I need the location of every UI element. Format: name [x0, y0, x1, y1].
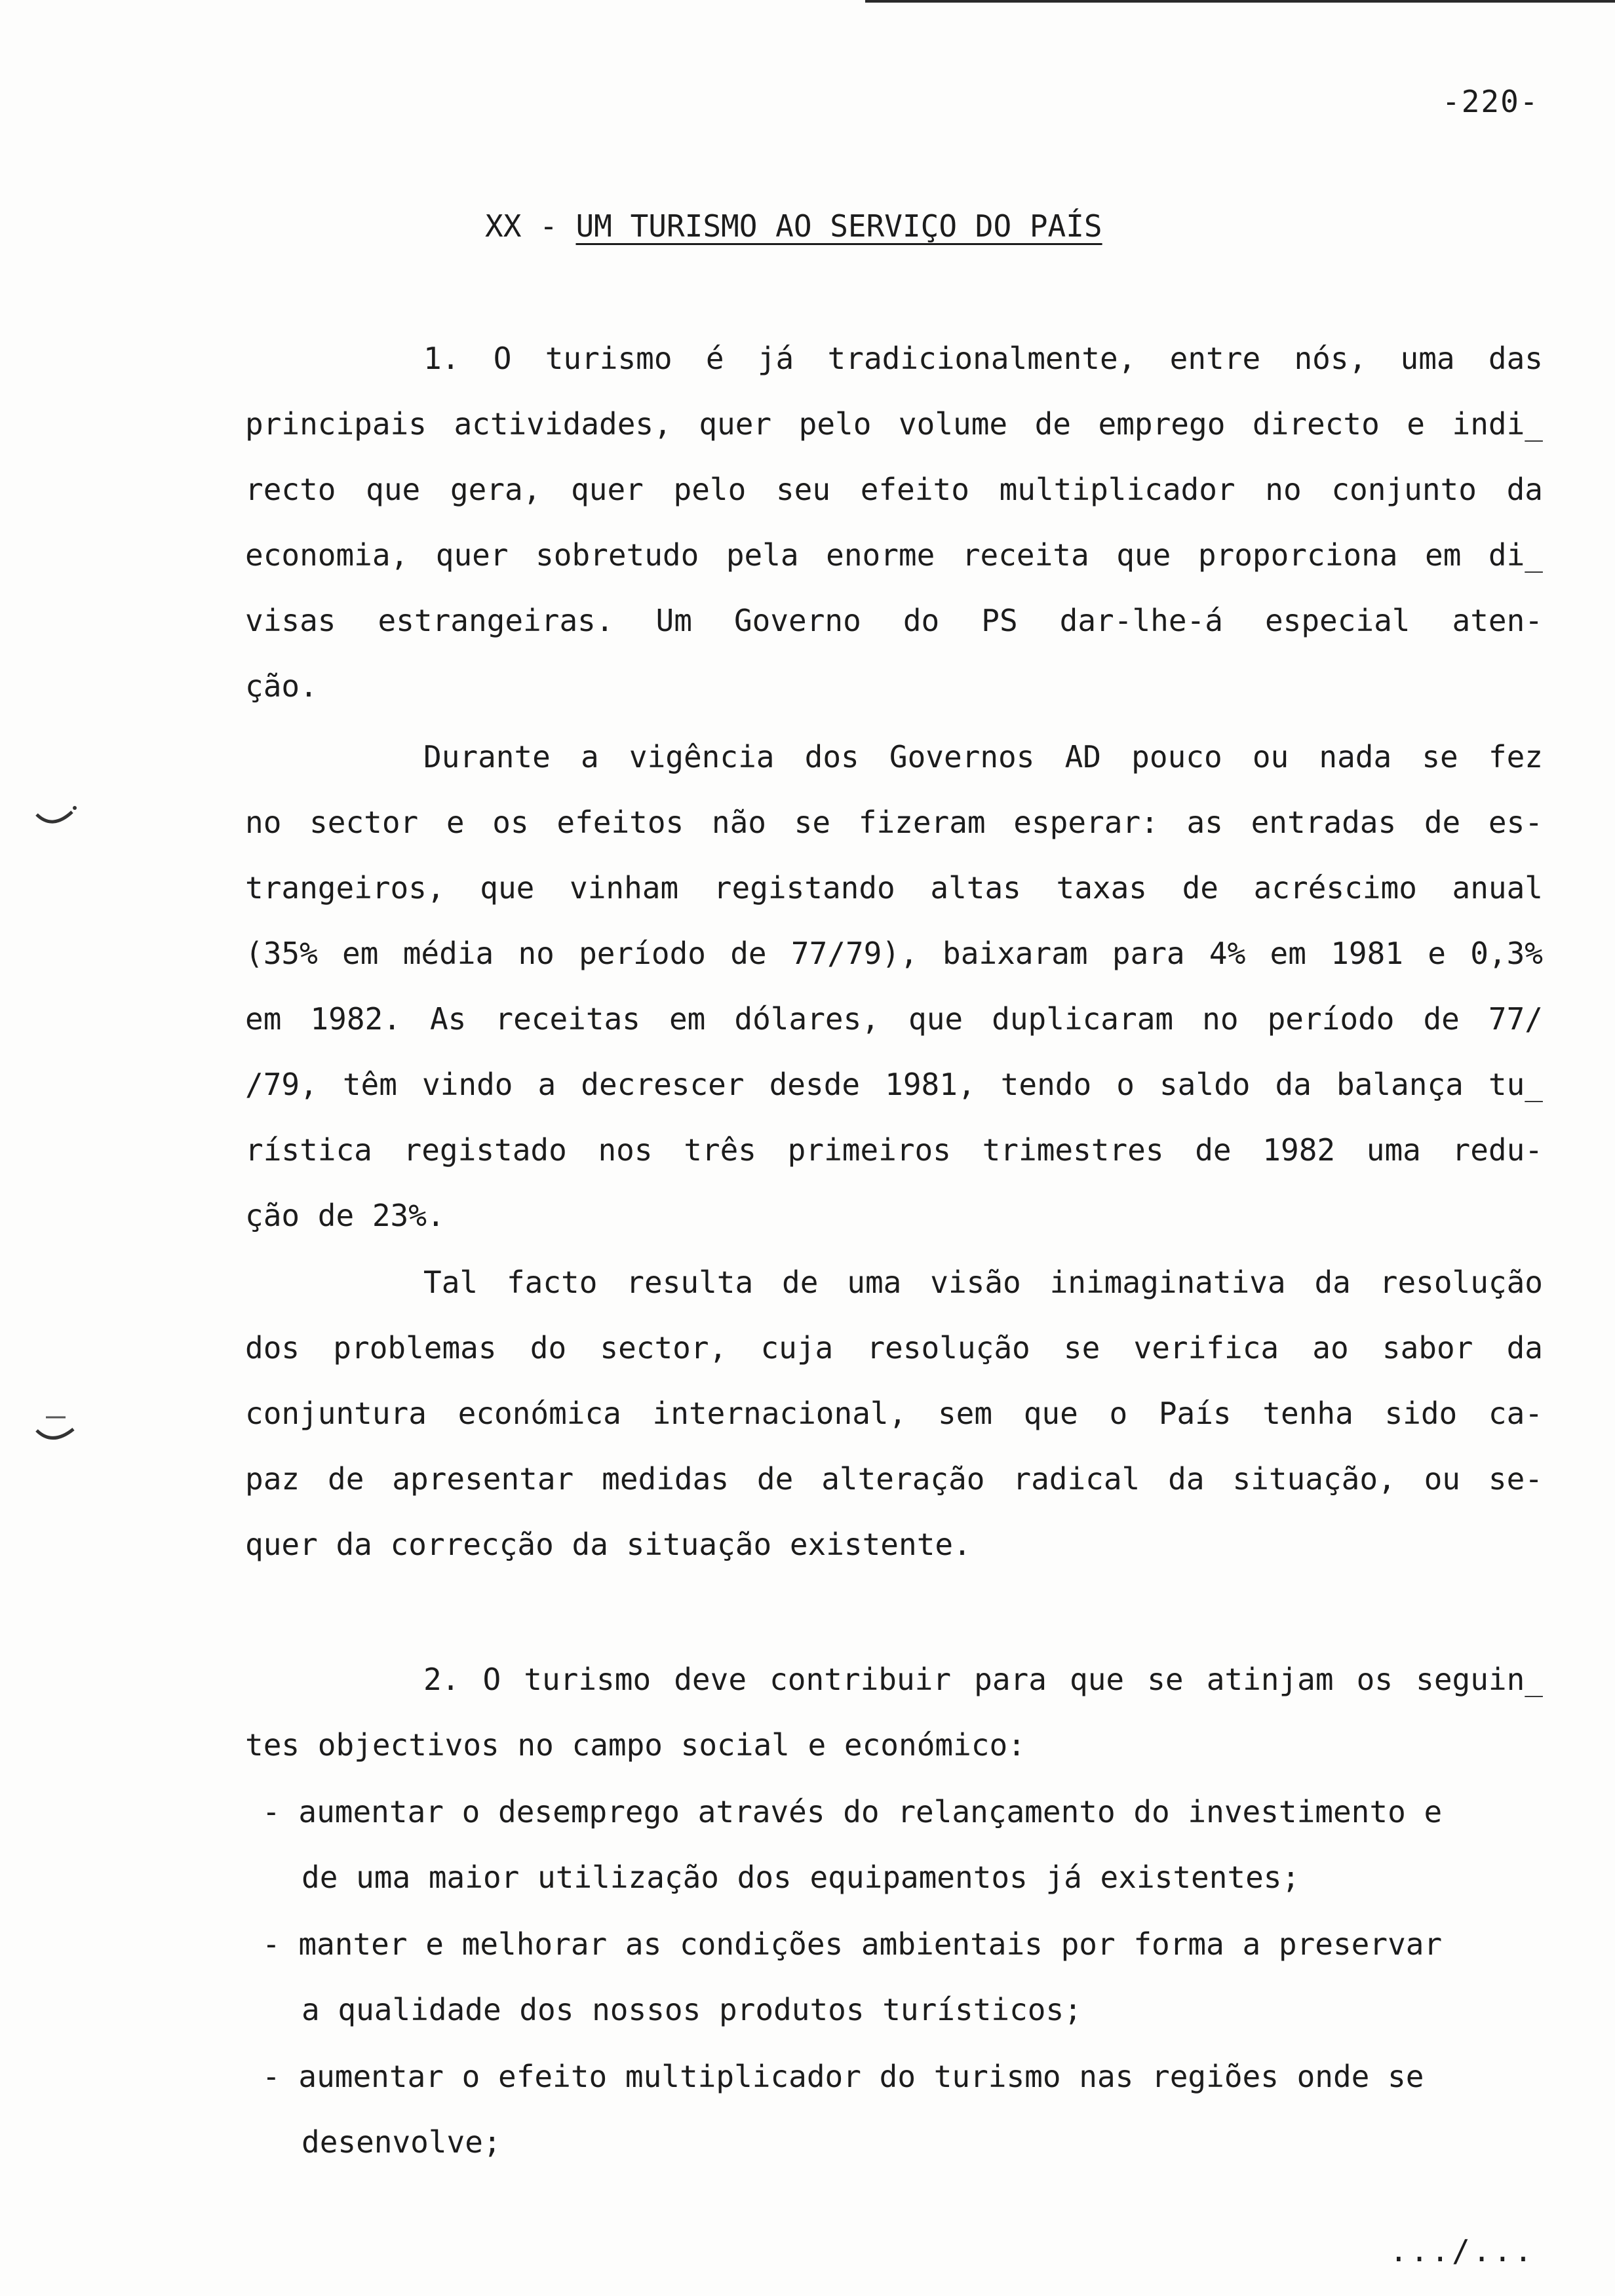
paragraph-line: Tal facto resulta de uma visão inimaginativa da resolução: [423, 1265, 1543, 1300]
paragraph-line: 1. O turismo é já tradicionalmente, entre nós, uma das: [423, 341, 1543, 376]
list-item: [262, 1926, 1442, 1962]
punch-hole-mark: [33, 803, 79, 835]
paragraph-line: no sector e os efeitos não se fizeram esperar: as entradas de es-: [245, 805, 1543, 840]
paragraph-line: dos problemas do sector, cuja resolução se verifica ao sabor da: [245, 1330, 1543, 1366]
list-item-text: manter e melhorar as condições ambientais por forma a preservar: [298, 1926, 1443, 1962]
paragraph-line: recto que gera, quer pelo seu efeito multiplicador no conjunto da: [245, 472, 1543, 507]
list-dash: -: [262, 1794, 281, 1829]
page-number: -220-: [1442, 84, 1540, 119]
list-item-text: aumentar o desemprego através do relançamento do investimento e: [298, 1794, 1443, 1829]
paragraph-line: economia, quer sobretudo pela enorme receita que proporciona em di_: [245, 537, 1543, 573]
paragraph-line: trangeiros, que vinham registando altas taxas de acréscimo anual: [245, 870, 1543, 906]
section-heading-title: UM TURISMO AO SERVIÇO DO PAÍS: [575, 208, 1102, 244]
list-item: [262, 1794, 1442, 1829]
paragraph-line: principais actividades, quer pelo volume de emprego directo e indi_: [245, 406, 1543, 442]
list-dash: -: [262, 1926, 281, 1962]
paragraph-line: ção de 23%.: [245, 1198, 445, 1233]
paragraph-line: Durante a vigência dos Governos AD pouco ou nada se fez: [423, 739, 1543, 775]
list-item-continuation: de uma maior utilização dos equipamentos já existentes;: [302, 1860, 1300, 1895]
continuation-mark: .../...: [1390, 2233, 1535, 2268]
paragraph-line: rística registado nos três primeiros trimestres de 1982 uma redu-: [245, 1132, 1543, 1168]
paragraph-line: conjuntura económica internacional, sem que o País tenha sido ca-: [245, 1396, 1543, 1431]
list-item-continuation: a qualidade dos nossos produtos turísticos;: [302, 1992, 1082, 2027]
paragraph-line: em 1982. As receitas em dólares, que duplicaram no período de 77/: [245, 1001, 1543, 1037]
section-heading-prefix: XX -: [485, 208, 576, 244]
section-heading: [485, 208, 1102, 244]
paragraph-line: ção.: [245, 668, 318, 704]
top-rule: [865, 0, 1615, 3]
punch-hole-mark: [33, 1412, 79, 1458]
paragraph-line: 2. O turismo deve contribuir para que se atinjam os seguin_: [423, 1662, 1543, 1697]
paragraph-line: paz de apresentar medidas de alteração radical da situação, ou se-: [245, 1461, 1543, 1497]
paragraph-line: tes objectivos no campo social e económico:: [245, 1727, 1026, 1763]
list-item-continuation: desenvolve;: [302, 2124, 501, 2160]
list-dash: -: [262, 2059, 281, 2094]
paragraph-line: (35% em média no período de 77/79), baixaram para 4% em 1981 e 0,3%: [245, 936, 1543, 971]
paragraph-line: quer da correcção da situação existente.: [245, 1527, 971, 1562]
list-item-text: aumentar o efeito multiplicador do turismo nas regiões onde se: [298, 2059, 1424, 2094]
paragraph-line: /79, têm vindo a decrescer desde 1981, tendo o saldo da balança tu_: [245, 1067, 1543, 1102]
paragraph-line: visas estrangeiras. Um Governo do PS dar-lhe-á especial aten-: [245, 603, 1543, 638]
list-item: [262, 2059, 1424, 2094]
